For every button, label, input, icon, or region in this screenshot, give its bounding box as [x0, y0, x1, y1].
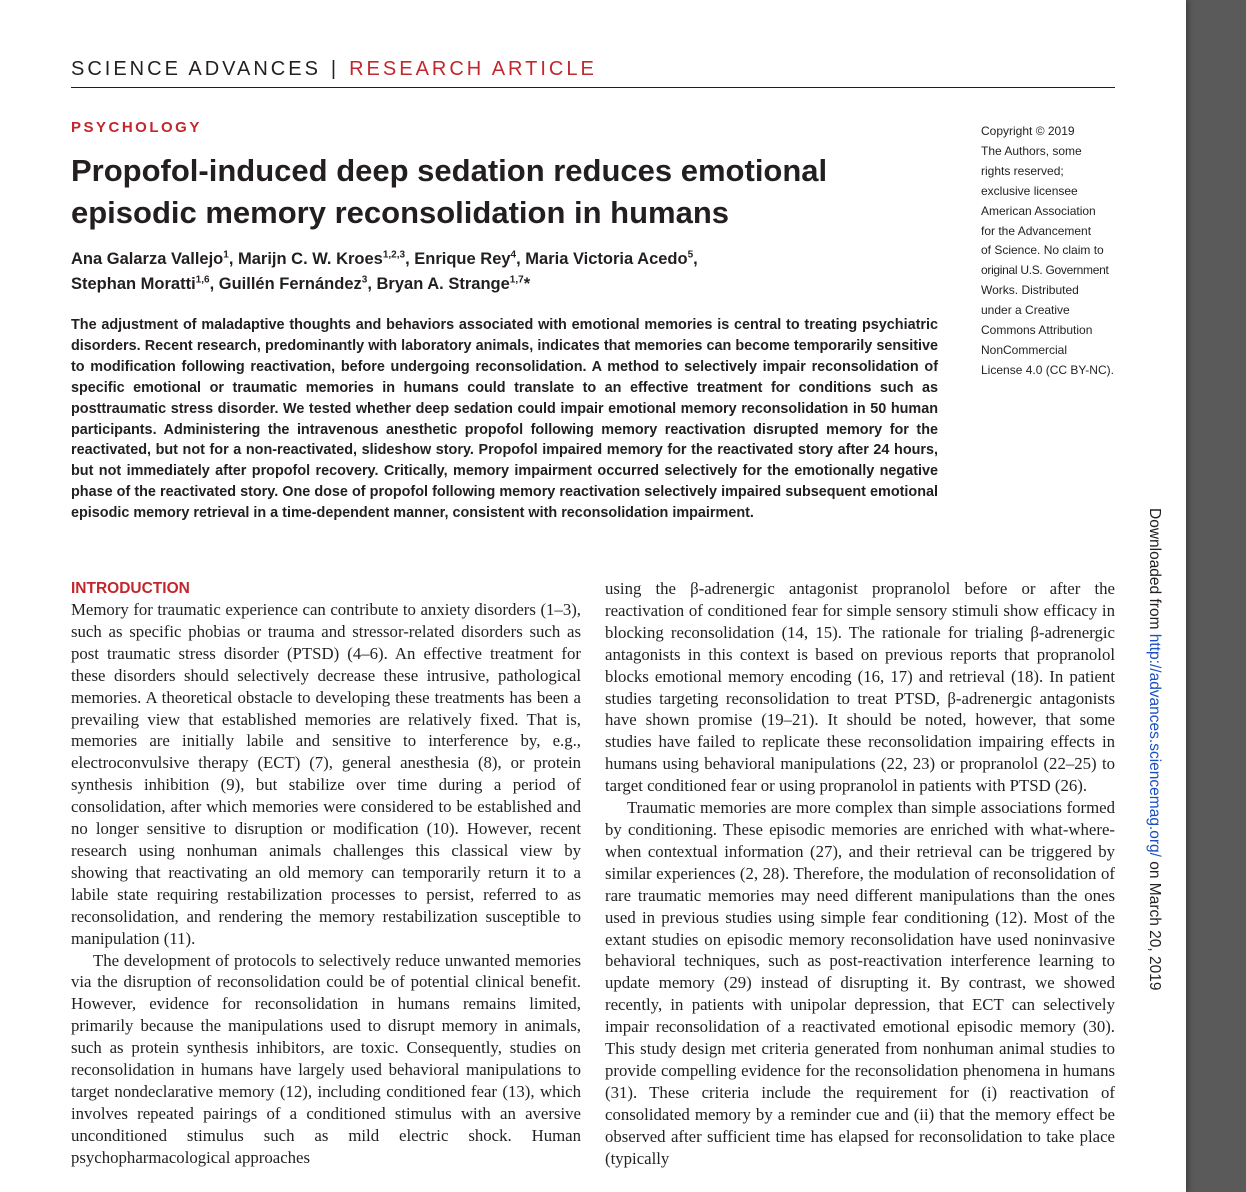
download-prefix: Downloaded from [1146, 508, 1163, 634]
author [71, 275, 219, 293]
article-title: Propofol-induced deep sedation reduces emotional episodic memory reconsolidation in humans [71, 153, 828, 230]
body-column-right [605, 578, 1115, 1169]
copyright-line: Commons Attribution [981, 323, 1093, 338]
author-separator: , [405, 250, 415, 268]
body-column-left [71, 599, 581, 1169]
author-affiliation: 1,7 [509, 274, 524, 286]
author [238, 250, 414, 268]
section-label: PSYCHOLOGY [71, 119, 202, 136]
copyright-line: The Authors, some [981, 143, 1082, 158]
author-name: Enrique Rey [414, 250, 511, 268]
author-name: Ana Galarza Vallejo [71, 250, 224, 268]
body-paragraph: Traumatic memories are more complex than simple associations formed by conditioning. These episodic memories are enriched with what-where-when contextual information (27), and their retrieval can be triggered by similar experiences (2, 28). Therefore, the modulation of reconsolidation of rare traumatic memories may need different manipulations than the ones used in previous studies using simple fear conditioning (12). Most of the extant studies on episodic memory reconsolidation have used noninvasive behavioral techniques, such as post-reactivation interference learning to update memory (29) instead of disrupting it. By contrast, we showed recently, in patients with unipolar depression, that ECT can selectively impair reconsolidation of a reactivated emotional episodic memory (30). This study design met criteria generated from nonhuman animal studies to provide compelling evidence for the reconsolidation phenomena in humans (31). These criteria include the requirement for (i) reactivation of consolidated memory by a reminder cue and (ii) that the memory effect be observed after sufficient time has elapsed for reconsolidation to take place (typically [605, 798, 1115, 1168]
author-separator: , [209, 275, 219, 293]
body-paragraph: The development of protocols to selectively reduce unwanted memories via the disruption of reconsolidation could be of potential clinical benefit. However, evidence for reconsolidation in humans remains limited, primarily because the manipulations used to disrupt memory in animals, such as protein synthesis inhibitors, are toxic. Consequently, studies on reconsolidation in humans have largely used behavioral manipulations to target nondeclarative memory (12), including conditioned fear (13), which involves repeated pairings of a conditioned stimulus with an aversive unconditioned stimulus such as mild electric shock. Human psychopharmacological approaches [71, 950, 581, 1167]
author [219, 275, 377, 293]
author [525, 250, 697, 268]
author-affiliation: 5 [687, 249, 694, 261]
author [414, 250, 525, 268]
author-list [71, 247, 951, 297]
journal-name: SCIENCE ADVANCES [71, 58, 321, 80]
journal-header [71, 58, 1115, 88]
abstract: The adjustment of maladaptive thoughts and behaviors associated with emotional memories is central to treating psychiatric disorders. Recent research, predominantly with laboratory animals, indicates that memories can become temporarily sensitive to modification following reactivation, before undergoing reconsolidation. A method to selectively impair reconsolidation of specific emotional or traumatic memories in humans could translate to an effective treatment for conditions such as posttraumatic stress disorder. We tested whether deep sedation could impair emotional memory reconsolidation in 50 human participants. Administering the intravenous anesthetic propofol following memory reactivation disrupted memory for the reactivated, but not for a non-reactivated, slideshow story. Propofol impaired memory for the reactivated story after 24 hours, but not immediately after propofol recovery. Critically, memory impairment occurred selectively for the emotionally negative phase of the reactivated story. One dose of propofol following memory reactivation selectively impaired subsequent emotional episodic memory retrieval in a time-dependent manner, consistent with reconsolidation impairment. [71, 317, 938, 522]
copyright-line: Works. Distributed [981, 283, 1079, 298]
author-name: Stephan Moratti [71, 275, 196, 293]
author-affiliation: 3 [361, 274, 368, 286]
copyright-notice [981, 122, 1121, 381]
author-name: Maria Victoria Acedo [525, 250, 688, 268]
download-date: on March 20, 2019 [1146, 856, 1163, 991]
copyright-line: exclusive licensee [981, 183, 1078, 198]
author-separator: , [516, 250, 526, 268]
copyright-line: NonCommercial [981, 342, 1068, 357]
copyright-line: Copyright © 2019 [981, 124, 1075, 138]
author [71, 250, 238, 268]
author-separator: * [523, 275, 531, 293]
author-affiliation: 1,6 [195, 274, 210, 286]
author-name: Bryan A. Strange [376, 275, 510, 293]
article-type: RESEARCH ARTICLE [349, 58, 597, 80]
author-name: Marijn C. W. Kroes [237, 250, 383, 268]
copyright-line: of Science. No claim to [981, 243, 1104, 258]
download-link[interactable]: http://advances.sciencemag.org/ [1146, 633, 1163, 857]
copyright-line: rights reserved; [981, 163, 1064, 178]
author-affiliation: 1 [223, 249, 229, 261]
author-separator: , [367, 275, 377, 293]
author-affiliation: 4 [510, 249, 517, 261]
author-affiliation: 1,2,3 [382, 249, 406, 261]
copyright-line: original U.S. Government [981, 263, 1109, 278]
body-paragraph: using the β-adrenergic antagonist propranolol before or after the reactivation of conditioned fear for simple sensory stimuli show efficacy in blocking reconsolidation (14, 15). The rationale for trialing β-adrenergic antagonists in this context is based on previous reports that propranolol blocks emotional memory encoding (16, 17) and retrieval (18). In patient studies targeting reconsolidation to treat PTSD, β-adrenergic antagonists have shown promise (19–21). It should be noted, however, that some studies have failed to replicate these reconsolidation impairing effects in humans using behavioral manipulations (22, 23) or propranolol (22–25) to target conditioned fear or using propranolol in patients with PTSD (26). [605, 579, 1115, 796]
body-paragraph: Memory for traumatic experience can contribute to anxiety disorders (1–3), such as specific phobias or trauma and stressor-related disorders such as post traumatic stress disorder (PTSD) (4–6). An effective treatment for these disorders should selectively decrease these intrusive, pathological memories. A theoretical obstacle to developing these treatments has been a prevailing view that established memories are relatively fixed. That is, memories are initially labile and sensitive to interference by, e.g., electroconvulsive therapy (ECT) (7), general anesthesia (8), or protein synthesis inhibition (9), but stabilize over time during a period of consolidation, after which memories were considered to be established and no longer sensitive to disruption or modification (10). However, recent research using nonhuman animals challenges this classical view by showing that reactivating an old memory can temporarily return it to a labile state requiring restabilization processes to persist, referred to as reconsolidation, and rendering the memory restabilization susceptible to manipulation (11). [71, 600, 581, 948]
header-separator: | [330, 58, 340, 80]
copyright-line: for the Advancement [981, 223, 1092, 238]
copyright-line: under a Creative [981, 303, 1070, 318]
author-name: Guillén Fernández [218, 275, 362, 293]
copyright-line: American Association [981, 203, 1096, 218]
introduction-heading: INTRODUCTION [71, 580, 190, 597]
author-separator: , [228, 250, 238, 268]
author-separator: , [693, 250, 698, 268]
download-watermark [1145, 508, 1163, 991]
copyright-line: License 4.0 (CC BY-NC). [981, 362, 1114, 377]
author [377, 275, 531, 293]
